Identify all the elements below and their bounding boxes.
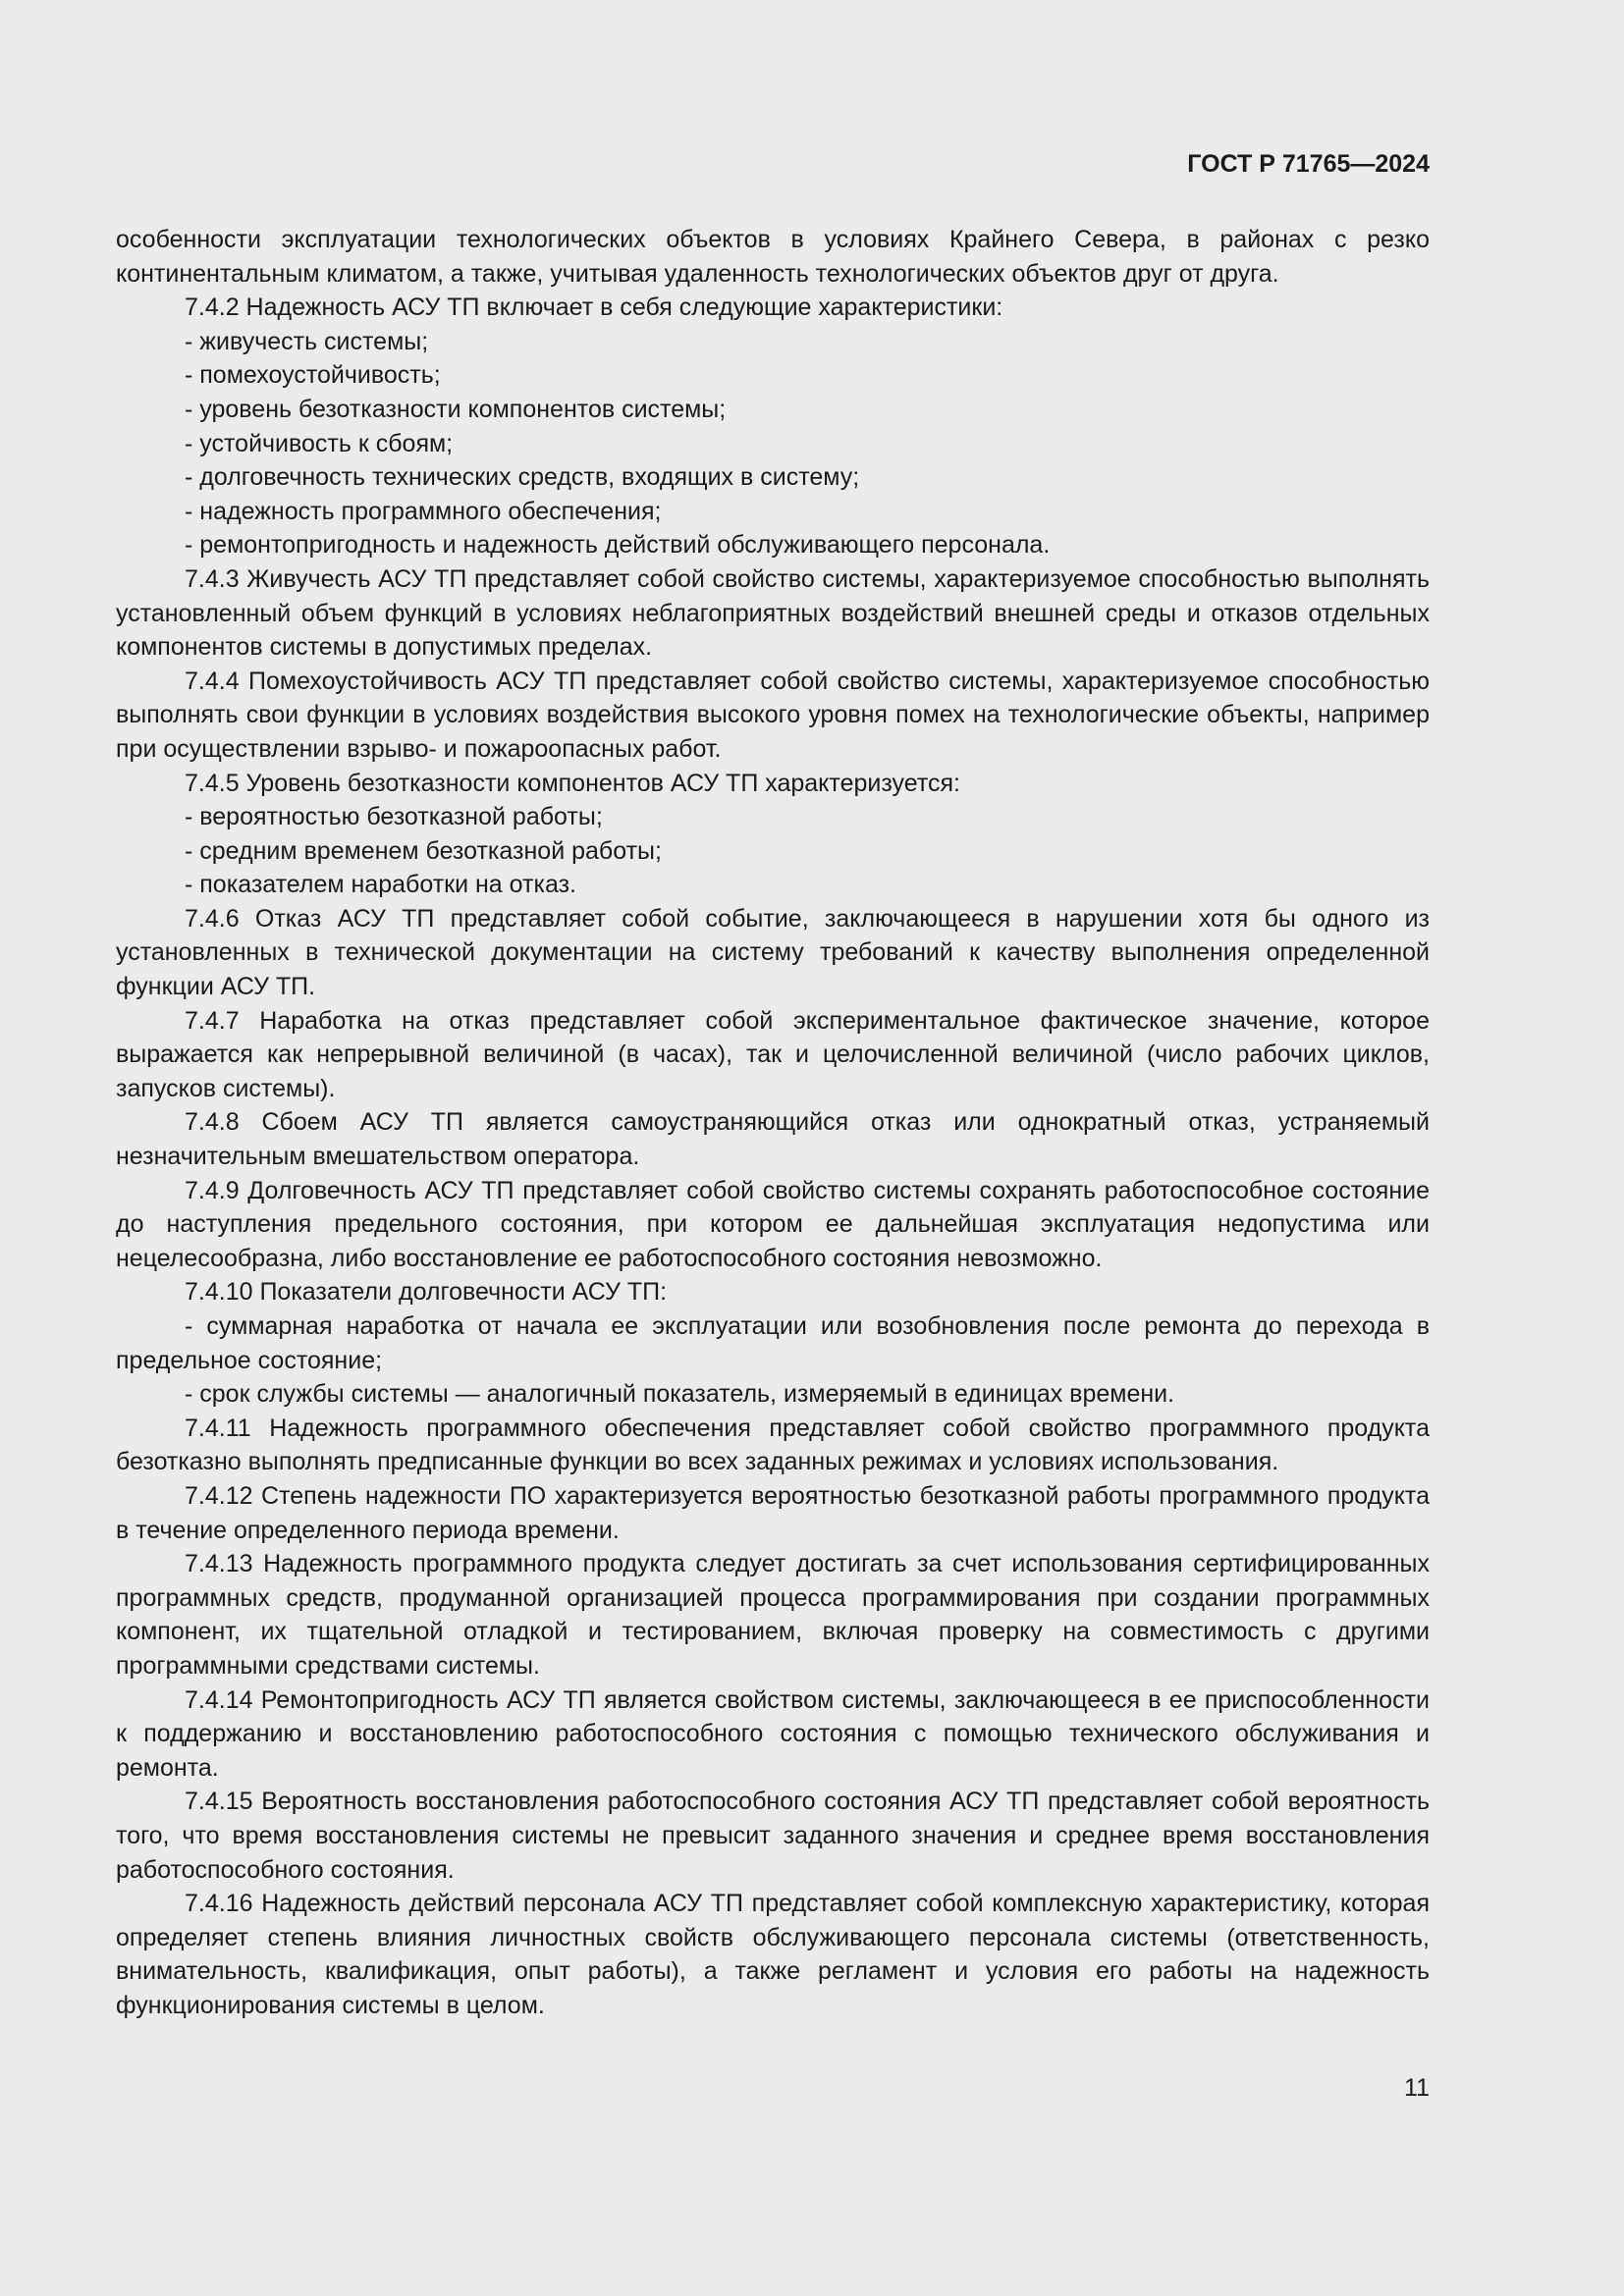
list-item: - уровень безотказности компонентов системы; [185, 395, 727, 423]
list-item: - долговечность технических средств, входящих в систему; [185, 463, 860, 492]
page-number: 11 [1404, 2074, 1430, 2102]
paragraph: 7.4.11 Надежность программного обеспечения представляет собой свойство программного продукта безотказно выполнять предписанные функции во всех заданных режимах и условиях использования. [116, 1414, 1430, 1476]
list-item: - живучесть системы; [185, 327, 429, 355]
paragraph: 7.4.2 Надежность АСУ ТП включает в себя следующие характеристики: [185, 294, 1003, 322]
paragraph: 7.4.8 Сбоем АСУ ТП является самоустраняющийся отказ или однократный отказ, устраняемый незначительным вмешательством оператора. [116, 1108, 1430, 1171]
paragraph: 7.4.16 Надежность действий персонала АСУ ТП представляет собой комплексную характеристику, которая определяет степень влияния личностных свойств обслуживающего персонала системы (ответственность, внимательность, квалификация, опыт работы), а также регламент и условия его работы на надежность функционирования системы в целом. [116, 1890, 1430, 2019]
list-item: - показателем наработки на отказ. [185, 871, 576, 899]
list-item: - суммарная наработка от начала ее эксплуатации или возобновления после ремонта до перехода в предельное состояние; [116, 1312, 1430, 1374]
paragraph: 7.4.3 Живучесть АСУ ТП представляет собой свойство системы, характеризуемое способностью выполнять установленный объем функций в условиях неблагоприятных воздействий внешней среды и отказов отдельных компонентов системы в допустимых пределах. [116, 564, 1430, 662]
list-item: - надежность программного обеспечения; [185, 497, 662, 525]
list-item: - устойчивость к сбоям; [185, 429, 454, 457]
paragraph: 7.4.6 Отказ АСУ ТП представляет собой событие, заключающееся в нарушении хотя бы одного из установленных в технической документации на систему требований к качеству выполнения определенной функции АСУ ТП. [116, 904, 1430, 1001]
list-item: - вероятностью безотказной работы; [185, 803, 603, 831]
paragraph: 7.4.9 Долговечность АСУ ТП представляет собой свойство системы сохранять работоспособное состояние до наступления предельного состояния, при котором ее дальнейшая эксплуатация недопустима или нецелесообразна, либо восстановление ее работоспособного состояния невозможно. [116, 1176, 1430, 1272]
paragraph: 7.4.13 Надежность программного продукта следует достигать за счет использования сертифицированных программных средств, продуманной организацией процесса программирования при создании программных компонент, их тщательной отладкой и тестированием, включая проверку на совместимость с другими программными средствами системы. [116, 1550, 1430, 1680]
paragraph: особенности эксплуатации технологических объектов в условиях Крайнего Севера, в районах с резко континентальным климатом, а также, учитывая удаленность технологических объектов друг от друга. [116, 226, 1430, 288]
paragraph: 7.4.5 Уровень безотказности компонентов АСУ ТП характеризуется: [185, 769, 960, 797]
paragraph: 7.4.10 Показатели долговечности АСУ ТП: [185, 1278, 668, 1307]
paragraph: 7.4.15 Вероятность восстановления работоспособного состояния АСУ ТП представляет собой вероятность того, что время восстановления системы не превысит заданного значения и среднее время восстановления работоспособного состояния. [116, 1788, 1430, 1884]
paragraph: 7.4.4 Помехоустойчивость АСУ ТП представляет собой свойство системы, характеризуемое способностью выполнять свои функции в условиях воздействия высокого уровня помех на технологические объекты, например при осуществлении взрыво- и пожароопасных работ. [116, 667, 1430, 763]
paragraph: 7.4.7 Наработка на отказ представляет собой экспериментальное фактическое значение, которое выражается как непрерывной величиной (в часах), так и целочисленной величиной (число рабочих циклов, запусков системы). [116, 1006, 1430, 1102]
document-body [116, 223, 1430, 2022]
list-item: - средним временем безотказной работы; [185, 836, 662, 865]
list-item: - срок службы системы — аналогичный показатель, измеряемый в единицах времени. [185, 1380, 1175, 1409]
paragraph: 7.4.12 Степень надежности ПО характеризуется вероятностью безотказной работы программного продукта в течение определенного периода времени. [116, 1481, 1430, 1544]
paragraph: 7.4.14 Ремонтопригодность АСУ ТП является свойством системы, заключающееся в ее приспособленности к поддержанию и восстановлению работоспособного состояния с помощью технического обслуживания и ремонта. [116, 1685, 1430, 1782]
list-item: - ремонтопригодность и надежность действий обслуживающего персонала. [185, 531, 1051, 560]
list-item: - помехоустойчивость; [185, 361, 441, 390]
document-code-header: ГОСТ Р 71765—2024 [1187, 150, 1430, 178]
